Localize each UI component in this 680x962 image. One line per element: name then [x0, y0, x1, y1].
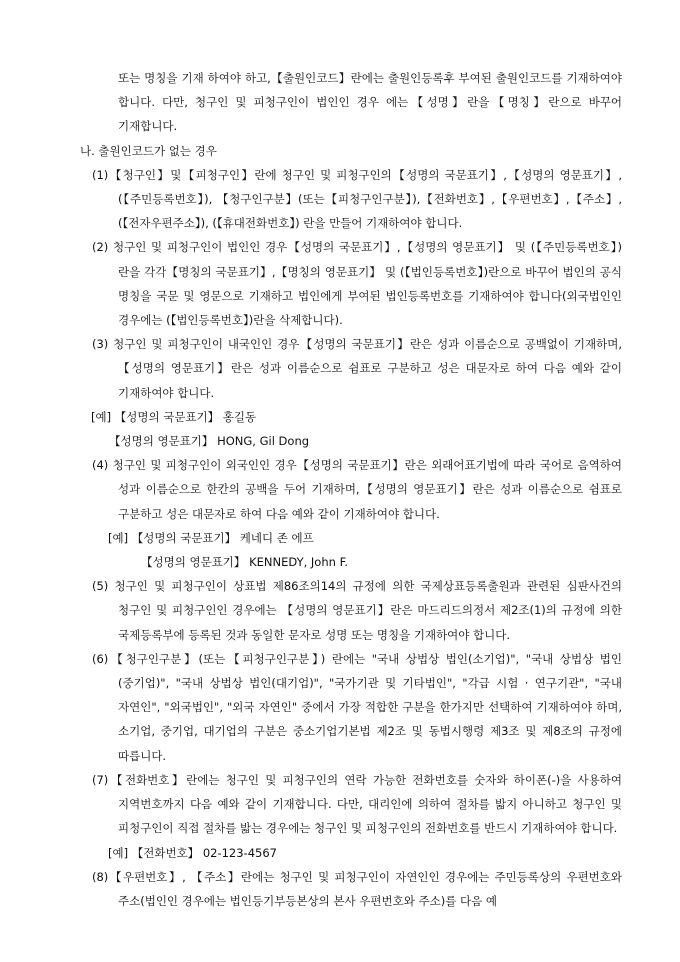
list-item-3: (3) 청구인 및 피청구인이 내국인인 경우【성명의 국문표기】란은 성과 이름순으로 공백없이 기재하며,【성명의 영문표기】란은 성과 이름순으로 쉼표로 구분하고 성은 대문자로 하여 다음 예와 같이 기재하여야 합니다. — [92, 337, 622, 400]
example-foreign-korean-name: [예] 【성명의 국문표기】 케네디 존 에프 — [108, 530, 314, 545]
document-body — [0, 66, 680, 913]
list-item-7: (7)【전화번호】란에는 청구인 및 피청구인의 연락 가능한 전화번호를 숫자와 하이폰(-)을 사용하여 지역번호까지 다음 예와 같이 기재합니다. 다만, 대리인에 의하여 절차를 밟지 아니하고 청구인 및 피청구인이 직접 절차를 밟는 경우에는 청구인 및 피청구인의 전화번호를 반드시 기재하여야 합니다. — [92, 772, 622, 836]
list-item-6: (6)【청구인구분】(또는【피청구인구분】) 란에는 "국내 상법상 법인(소기업)", "국내 상법상 법인(중기업)", "국내 상법상 법인(대기업)", "국가기관 및 기타법인", "각급 시험 · 연구기관", "국내 자연인", "외국법인", "외국 자연인" 중에서 가장 적합한 구분을 한가지만 선택하여 기재하여야 하며, 소기업, 중기업, 대기업의 구분은 중소기업기본법 제2조 및 동법시행령 제3조 및 제8조의 규정에 따릅니다. — [92, 651, 622, 763]
list-item-2: (2) 청구인 및 피청구인이 법인인 경우【성명의 국문표기】,【성명의 영문표기】 및 (【주민등록번호】)란을 각각【명칭의 국문표기】,【명칭의 영문표기】 및 (【법인등록번호】)란으로 바꾸어 법인의 공식 명칭을 국문 및 영문으로 기재하고 법인에게 부여된 법인등록번호를 기재하여야 합니다(외국법인인 경우에는 (【법인등록번호】)란을 삭제합니다). — [92, 240, 622, 328]
paragraph-continuation: 또는 명칭을 기재 하여야 하고,【출원인코드】란에는 출원인등록후 부여된 출원인코드를 기재하여야 합니다. 다만, 청구인 및 피청구인이 법인인 경우 에는【성명】란을【명칭】란으로 바꾸어 기재합니다. — [118, 71, 622, 134]
list-item-5: (5) 청구인 및 피청구인이 상표법 제86조의14의 규정에 의한 국제상표등록출원과 관련된 심판사건의 청구인 및 피청구인인 경우에는 【성명의 영문표기】란은 마드리드의정서 제2조(1)의 규정에 의한 국제등록부에 등록된 것과 동일한 문자로 성명 또는 명칭을 기재하여야 합니다. — [92, 579, 622, 642]
example-foreign-english-name: 【성명의 영문표기】 KENNEDY, John F. — [141, 555, 348, 570]
list-item-1: (1)【청구인】및【피청구인】란에 청구인 및 피청구인의【성명의 국문표기】,【성명의 영문표기】, (【주민등록번호】), 【청구인구분】(또는【피청구인구분】),【전화번호】,【우편번호】,【주소】, (【전자우편주소】), (【휴대전화번호】) 란을 만들어 기재하여야 합니다. — [92, 167, 622, 231]
example-phone-number: [예] 【전화번호】 02-123-4567 — [108, 845, 277, 860]
section-heading-na: 나. 출원인코드가 없는 경우 — [80, 143, 217, 158]
list-item-4: (4) 청구인 및 피청구인이 외국인인 경우【성명의 국문표기】란은 외래어표기법에 따라 국어로 음역하여 성과 이름순으로 한칸의 공백을 두어 기재하며,【성명의 영문표기】란은 성과 이름순으로 쉼표로 구분하고 성은 대문자로 하여 다음 예와 같이 기재하여야 합니다. — [92, 458, 622, 521]
list-item-8: (8)【우편번호】, 【주소】란에는 청구인 및 피청구인이 자연인인 경우에는 주민등록상의 우편번호와 주소(법인인 경우에는 법인등기부등본상의 본사 우편번호와 주소)를 다음 예 — [92, 869, 622, 908]
example-korean-name: [예] 【성명의 국문표기】 홍길동 — [91, 409, 257, 424]
example-english-name: 【성명의 영문표기】 HONG, Gil Dong — [109, 434, 310, 449]
